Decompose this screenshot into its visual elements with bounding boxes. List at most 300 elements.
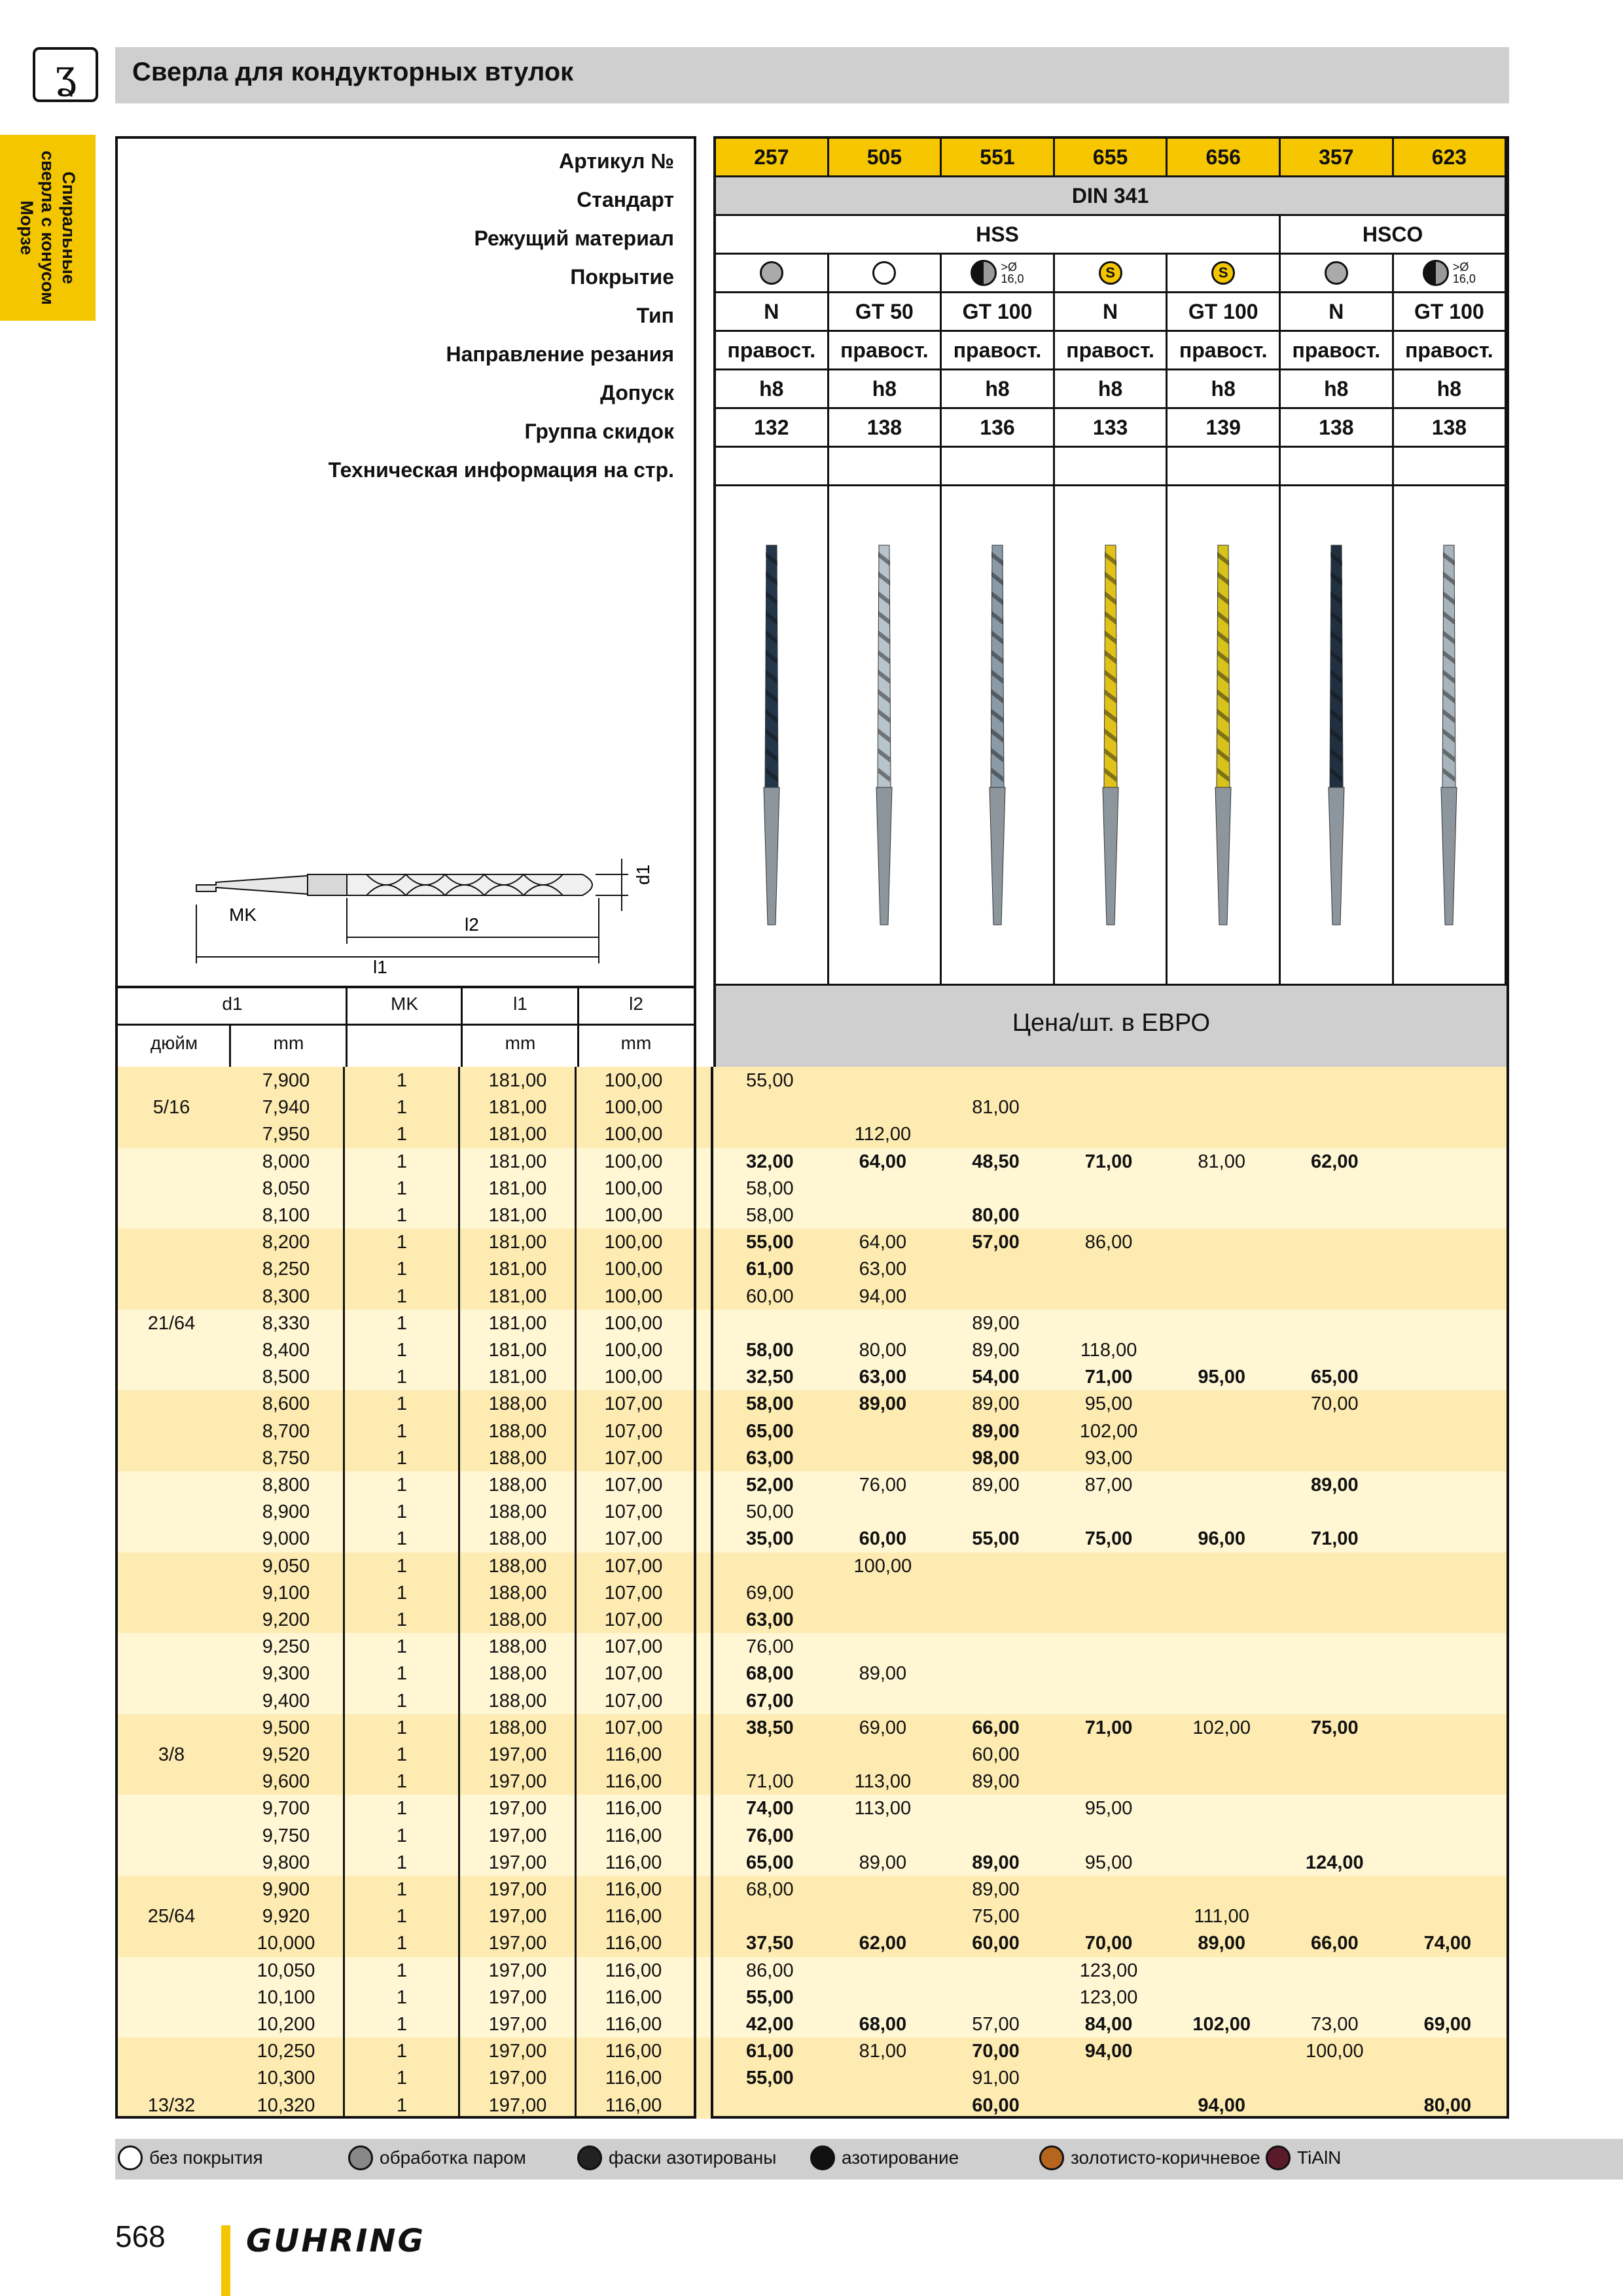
tolerances-cell: h8	[1281, 370, 1394, 409]
cell-l1: 188,00	[488, 1420, 547, 1442]
price-cell: 37,50	[746, 1933, 794, 1954]
price-cell: 55,00	[746, 1232, 794, 1253]
drill-photo	[1317, 539, 1356, 931]
col-head-l1-unit: mm	[505, 1033, 536, 1053]
cell-l1: 197,00	[488, 2041, 547, 2062]
cell-mm: 9,600	[262, 1771, 310, 1793]
types-cell: N	[1281, 293, 1394, 332]
price-cell: 100,00	[1305, 2041, 1364, 2062]
cell-mk: 1	[396, 1097, 408, 1119]
cell-mk: 1	[396, 1986, 408, 2008]
price-cell: 87,00	[1084, 1475, 1133, 1496]
cell-mk: 1	[396, 1717, 408, 1738]
catalog-section-logo: ʓ	[33, 47, 98, 102]
cell-l1: 197,00	[488, 2094, 547, 2116]
price-cell: 65,00	[1311, 1367, 1359, 1388]
price-cell: 63,00	[859, 1367, 907, 1388]
bottom-border	[711, 2116, 1509, 2119]
cell-l1: 197,00	[488, 1852, 547, 1873]
directions-cell: правост.	[1394, 332, 1507, 370]
property-label: Артикул №	[559, 149, 674, 173]
cell-l1: 197,00	[488, 1906, 547, 1928]
cell-l2: 100,00	[604, 1285, 663, 1307]
cell-l2: 116,00	[605, 1960, 662, 1981]
price-cell: 60,00	[859, 1528, 907, 1550]
table-row	[115, 1929, 1509, 1956]
price-table	[115, 1067, 1509, 2119]
page-number: 568	[115, 2219, 166, 2253]
table-row	[115, 1849, 1509, 1876]
price-cell: 94,00	[1084, 2041, 1133, 2062]
cell-l2: 116,00	[605, 1933, 662, 1954]
drill-photo-cell	[942, 486, 1055, 986]
price-cell: 71,00	[1084, 1367, 1133, 1388]
cell-l2: 116,00	[605, 1879, 662, 1900]
side-tab-label: Спиральные сверла с конусом Морзе	[17, 151, 79, 305]
table-row	[115, 1822, 1509, 1849]
legend-swatch-icon	[577, 2145, 602, 2170]
price-cell: 57,00	[972, 2014, 1020, 2035]
cell-mk: 1	[396, 1259, 408, 1280]
price-cell: 86,00	[1084, 1232, 1133, 1253]
table-row	[115, 1687, 1509, 1714]
table-row	[115, 1660, 1509, 1687]
legend-item	[118, 2145, 263, 2170]
cell-mk: 1	[396, 1501, 408, 1523]
price-cell: 57,00	[972, 1232, 1020, 1253]
table-row	[115, 2092, 1509, 2119]
tech-info-cell	[1394, 448, 1507, 486]
article-spec-table	[713, 136, 1509, 988]
price-cell: 50,00	[746, 1501, 794, 1523]
table-row	[115, 1633, 1509, 1660]
coating-legend	[115, 2139, 1623, 2179]
property-label: Допуск	[600, 381, 674, 404]
cell-mm: 8,800	[262, 1475, 310, 1496]
legend-swatch-icon	[1039, 2145, 1064, 2170]
diagram-l2-label: l2	[465, 914, 479, 935]
cell-l2: 107,00	[604, 1582, 663, 1604]
price-cell: 86,00	[746, 1960, 794, 1981]
coating-cell	[1281, 255, 1394, 293]
table-row	[115, 1768, 1509, 1795]
divider	[118, 1024, 694, 1026]
col-head-l2-unit: mm	[620, 1033, 652, 1053]
cell-l2: 116,00	[605, 1986, 662, 2008]
legend-item	[577, 2145, 776, 2170]
cutting-material-cell: HSCO	[1281, 216, 1507, 255]
diameter-note	[1453, 261, 1476, 285]
cell-l1: 181,00	[488, 1205, 547, 1226]
diameter-note-line: 16,0	[1452, 272, 1476, 285]
price-cell: 60,00	[972, 1744, 1020, 1765]
property-label: Направление резания	[446, 342, 674, 366]
price-cell: 124,00	[1305, 1852, 1364, 1873]
cell-mk: 1	[396, 2014, 408, 2035]
table-row	[115, 1336, 1509, 1363]
cell-mm: 10,100	[257, 1986, 315, 2008]
cell-l1: 188,00	[488, 1447, 547, 1469]
discount-groups-cell: 138	[1394, 409, 1507, 448]
legend-item	[1039, 2145, 1260, 2170]
tech-info-cell	[829, 448, 942, 486]
table-row	[115, 1795, 1509, 1821]
cell-mm: 8,900	[262, 1501, 310, 1523]
cell-l2: 116,00	[605, 1798, 662, 1820]
cell-mk: 1	[396, 1771, 408, 1793]
divider	[577, 986, 579, 1067]
col-head-d1: d1	[222, 994, 243, 1014]
price-cell: 94,00	[859, 1285, 907, 1307]
steam-treated-icon	[1325, 261, 1348, 285]
price-cell: 76,00	[746, 1636, 794, 1658]
cell-l2: 116,00	[605, 2041, 662, 2062]
price-cell: 69,00	[859, 1717, 907, 1738]
directions-cell: правост.	[716, 332, 829, 370]
diameter-note	[1001, 261, 1024, 285]
standard-cell: DIN 341	[716, 177, 1507, 216]
cell-mm: 9,520	[262, 1744, 310, 1765]
discount-groups-cell: 138	[829, 409, 942, 448]
table-row	[115, 1202, 1509, 1229]
property-label: Покрытие	[570, 265, 674, 289]
diagram-d1-label: d1	[633, 864, 653, 885]
price-cell: 95,00	[1084, 1852, 1133, 1873]
cell-mk: 1	[396, 1879, 408, 1900]
cell-l2: 100,00	[604, 1312, 663, 1334]
price-cell: 61,00	[746, 2041, 794, 2062]
cell-mm: 8,050	[262, 1177, 310, 1199]
table-row	[115, 2011, 1509, 2037]
price-cell: 35,00	[746, 1528, 794, 1550]
cell-l1: 181,00	[488, 1177, 547, 1199]
cell-l1: 197,00	[488, 1825, 547, 1846]
cell-inch: 5/16	[152, 1097, 190, 1119]
table-row	[115, 1471, 1509, 1498]
cell-mm: 9,400	[262, 1690, 310, 1712]
cell-l2: 100,00	[604, 1232, 663, 1253]
tech-info-cell	[1055, 448, 1168, 486]
types-cell: GT 100	[1394, 293, 1507, 332]
price-cell: 75,00	[1084, 1528, 1133, 1550]
cell-l1: 197,00	[488, 1879, 547, 1900]
drill-photo	[1204, 539, 1243, 931]
cell-inch: 13/32	[147, 2094, 196, 2116]
cell-l2: 100,00	[604, 1151, 663, 1172]
article-number-cell: 655	[1055, 139, 1168, 177]
price-cell: 55,00	[972, 1528, 1020, 1550]
cell-l1: 197,00	[488, 1771, 547, 1793]
cell-mm: 9,250	[262, 1636, 310, 1658]
table-row	[115, 1121, 1509, 1147]
column-divider	[343, 1067, 345, 2119]
cell-l1: 197,00	[488, 1798, 547, 1820]
tech-info-cell	[942, 448, 1055, 486]
table-row	[115, 1957, 1509, 1984]
price-cell: 91,00	[972, 2068, 1020, 2089]
table-row	[115, 1418, 1509, 1444]
legend-swatch-icon	[118, 2145, 143, 2170]
cell-mk: 1	[396, 1177, 408, 1199]
table-row	[115, 1067, 1509, 1094]
cell-l2: 100,00	[604, 1097, 663, 1119]
cell-mk: 1	[396, 1690, 408, 1712]
cell-inch: 3/8	[158, 1744, 185, 1765]
price-cell: 64,00	[859, 1232, 907, 1253]
price-cell: 71,00	[1084, 1717, 1133, 1738]
left-border	[694, 1067, 696, 2119]
price-cell: 95,00	[1198, 1367, 1245, 1388]
cell-mm: 8,300	[262, 1285, 310, 1307]
article-number-cell: 505	[829, 139, 942, 177]
cell-mk: 1	[396, 1285, 408, 1307]
legend-label: азотирование	[842, 2147, 959, 2168]
types-cell: GT 100	[1168, 293, 1281, 332]
cell-l2: 116,00	[605, 1744, 662, 1765]
table-row	[115, 2037, 1509, 2064]
price-cell: 93,00	[1084, 1447, 1133, 1469]
table-row	[115, 1552, 1509, 1579]
table-row	[115, 1229, 1509, 1255]
cell-mm: 9,920	[262, 1906, 310, 1928]
divider	[346, 986, 348, 1067]
drill-photo	[865, 539, 904, 931]
article-number-cell: 623	[1394, 139, 1507, 177]
price-cell: 32,00	[746, 1151, 794, 1172]
legend-item	[810, 2145, 959, 2170]
cell-l1: 197,00	[488, 1960, 547, 1981]
tin-coating-icon: S	[1211, 261, 1235, 285]
nitrided-chamfer-icon	[1423, 260, 1449, 286]
cell-mm: 7,900	[262, 1070, 310, 1091]
price-cell: 58,00	[746, 1393, 794, 1415]
table-row	[115, 2064, 1509, 2091]
cell-l2: 107,00	[604, 1555, 663, 1577]
column-divider	[575, 1067, 577, 2119]
cell-mm: 9,700	[262, 1798, 310, 1820]
price-cell: 61,00	[746, 1259, 794, 1280]
brand-logo: GUHRING	[246, 2223, 425, 2259]
cell-mk: 1	[396, 1852, 408, 1873]
cell-mk: 1	[396, 2041, 408, 2062]
cell-l1: 181,00	[488, 1312, 547, 1334]
diameter-note-line: 16,0	[1001, 272, 1024, 285]
cell-mk: 1	[396, 2068, 408, 2089]
price-cell: 58,00	[746, 1205, 794, 1226]
coating-cell	[829, 255, 942, 293]
discount-groups-cell: 139	[1168, 409, 1281, 448]
discount-groups-cell: 132	[716, 409, 829, 448]
price-cell: 63,00	[746, 1447, 794, 1469]
cutting-material-cell: HSS	[716, 216, 1281, 255]
page-title-bar	[115, 47, 1509, 103]
diagram-l1-label: l1	[373, 957, 387, 977]
coating-nitrided-chamfer	[1423, 260, 1476, 286]
types-cell: N	[716, 293, 829, 332]
cell-l2: 116,00	[605, 1825, 662, 1846]
price-cell: 89,00	[859, 1393, 907, 1415]
legend-swatch-icon	[348, 2145, 373, 2170]
table-row	[115, 1606, 1509, 1633]
col-head-l1: l1	[513, 994, 527, 1014]
cell-mk: 1	[396, 1205, 408, 1226]
cell-mm: 8,250	[262, 1259, 310, 1280]
cell-mk: 1	[396, 1070, 408, 1091]
price-cell: 32,50	[746, 1367, 794, 1388]
cell-mk: 1	[396, 1960, 408, 1981]
directions-cell: правост.	[942, 332, 1055, 370]
directions-cell: правост.	[1055, 332, 1168, 370]
cell-mm: 10,200	[257, 2014, 315, 2035]
cell-l2: 116,00	[605, 1906, 662, 1928]
cell-mm: 10,000	[257, 1933, 315, 1954]
discount-groups-cell: 136	[942, 409, 1055, 448]
discount-groups-cell: 133	[1055, 409, 1168, 448]
side-tab[interactable]	[0, 135, 96, 321]
cell-l2: 100,00	[604, 1177, 663, 1199]
price-cell: 102,00	[1079, 1420, 1138, 1442]
cell-mk: 1	[396, 1582, 408, 1604]
cell-mm: 9,300	[262, 1663, 310, 1685]
cell-l1: 188,00	[488, 1690, 547, 1712]
tolerances-cell: h8	[942, 370, 1055, 409]
price-cell: 95,00	[1084, 1798, 1133, 1820]
price-cell: 89,00	[972, 1475, 1020, 1496]
price-cell: 123,00	[1079, 1986, 1138, 2008]
cell-l1: 181,00	[488, 1097, 547, 1119]
price-cell: 48,50	[972, 1151, 1020, 1172]
price-cell: 89,00	[859, 1852, 907, 1873]
left-border	[115, 1067, 118, 2119]
cell-l2: 107,00	[604, 1636, 663, 1658]
cell-mk: 1	[396, 1798, 408, 1820]
price-cell: 60,00	[972, 1933, 1020, 1954]
cell-l1: 181,00	[488, 1070, 547, 1091]
cell-l2: 100,00	[604, 1340, 663, 1361]
cell-l2: 107,00	[604, 1528, 663, 1550]
price-cell: 94,00	[1198, 2094, 1245, 2116]
tolerances-cell: h8	[1055, 370, 1168, 409]
cell-mm: 7,940	[262, 1097, 310, 1119]
price-cell: 118,00	[1080, 1340, 1137, 1361]
cell-l2: 107,00	[604, 1663, 663, 1685]
property-label: Стандарт	[577, 188, 674, 211]
article-number-cell: 257	[716, 139, 829, 177]
cell-l2: 116,00	[605, 2094, 662, 2116]
price-cell: 89,00	[972, 1420, 1020, 1442]
cell-l1: 197,00	[488, 1986, 547, 2008]
table-row	[115, 1579, 1509, 1606]
price-cell: 95,00	[1084, 1393, 1133, 1415]
price-cell: 102,00	[1192, 2014, 1251, 2035]
coating-cell	[1055, 255, 1168, 293]
price-cell: 89,00	[972, 1771, 1020, 1793]
price-cell: 89,00	[859, 1663, 907, 1685]
price-cell: 100,00	[853, 1555, 912, 1577]
types-cell: GT 50	[829, 293, 942, 332]
cell-l1: 197,00	[488, 1933, 547, 1954]
price-cell: 60,00	[972, 2094, 1020, 2116]
drill-photo-cell	[716, 486, 829, 986]
divider	[229, 1024, 231, 1067]
nitrided-chamfer-icon	[971, 260, 997, 286]
cell-mk: 1	[396, 1609, 408, 1630]
directions-cell: правост.	[1168, 332, 1281, 370]
col-head-l2: l2	[629, 994, 643, 1014]
cell-l2: 107,00	[604, 1690, 663, 1712]
price-cell: 113,00	[854, 1798, 912, 1820]
cell-l1: 188,00	[488, 1663, 547, 1685]
table-row	[115, 1310, 1509, 1336]
price-cell: 81,00	[972, 1097, 1020, 1119]
price-cell: 76,00	[859, 1475, 907, 1496]
price-cell: 69,00	[746, 1582, 794, 1604]
price-cell: 52,00	[746, 1475, 794, 1496]
table-row	[115, 1498, 1509, 1525]
price-cell: 74,00	[746, 1798, 794, 1820]
page-title: Сверла для кондукторных втулок	[132, 58, 574, 86]
table-row	[115, 1984, 1509, 2011]
table-row	[115, 1714, 1509, 1741]
col-head-mk: MK	[391, 994, 418, 1014]
cell-l1: 188,00	[488, 1501, 547, 1523]
coating-cell	[716, 255, 829, 293]
cell-l2: 107,00	[604, 1393, 663, 1415]
diameter-note-line: >Ø	[1001, 260, 1017, 274]
page-accent-bar	[221, 2225, 230, 2296]
price-cell: 75,00	[1311, 1717, 1359, 1738]
price-cell: 68,00	[746, 1879, 794, 1900]
price-cell: 63,00	[859, 1259, 907, 1280]
uncoated-icon	[872, 261, 896, 285]
cell-l2: 107,00	[604, 1501, 663, 1523]
tech-info-cell	[1281, 448, 1394, 486]
cell-mm: 10,250	[257, 2041, 315, 2062]
cell-mm: 9,100	[262, 1582, 310, 1604]
cell-mk: 1	[396, 1151, 408, 1172]
drill-photo	[978, 539, 1017, 931]
cell-mk: 1	[396, 1232, 408, 1253]
price-cell: 38,50	[746, 1717, 794, 1738]
cell-l1: 188,00	[488, 1717, 547, 1738]
cell-l1: 188,00	[488, 1582, 547, 1604]
price-cell: 89,00	[972, 1852, 1020, 1873]
cell-mk: 1	[396, 1555, 408, 1577]
tolerances-cell: h8	[1394, 370, 1507, 409]
price-cell: 102,00	[1192, 1717, 1251, 1738]
price-cell: 71,00	[746, 1771, 794, 1793]
col-head-mm: mm	[273, 1033, 304, 1053]
cell-mk: 1	[396, 1420, 408, 1442]
cell-mk: 1	[396, 1906, 408, 1928]
price-cell: 89,00	[1198, 1933, 1245, 1954]
cell-l1: 197,00	[488, 2014, 547, 2035]
table-row	[115, 1363, 1509, 1390]
drill-photo-cell	[1168, 486, 1281, 986]
table-row	[115, 1094, 1509, 1121]
price-cell: 80,00	[972, 1205, 1020, 1226]
cell-l1: 181,00	[488, 1124, 547, 1145]
price-header-label: Цена/шт. в ЕВРО	[1012, 1009, 1211, 1037]
price-cell: 58,00	[746, 1340, 794, 1361]
legend-item	[348, 2145, 526, 2170]
price-cell: 75,00	[972, 1906, 1020, 1928]
price-cell: 84,00	[1084, 2014, 1133, 2035]
cell-mm: 8,750	[262, 1447, 310, 1469]
price-cell: 73,00	[1311, 2014, 1359, 2035]
column-divider	[458, 1067, 460, 2119]
cell-mm: 9,750	[262, 1825, 310, 1846]
